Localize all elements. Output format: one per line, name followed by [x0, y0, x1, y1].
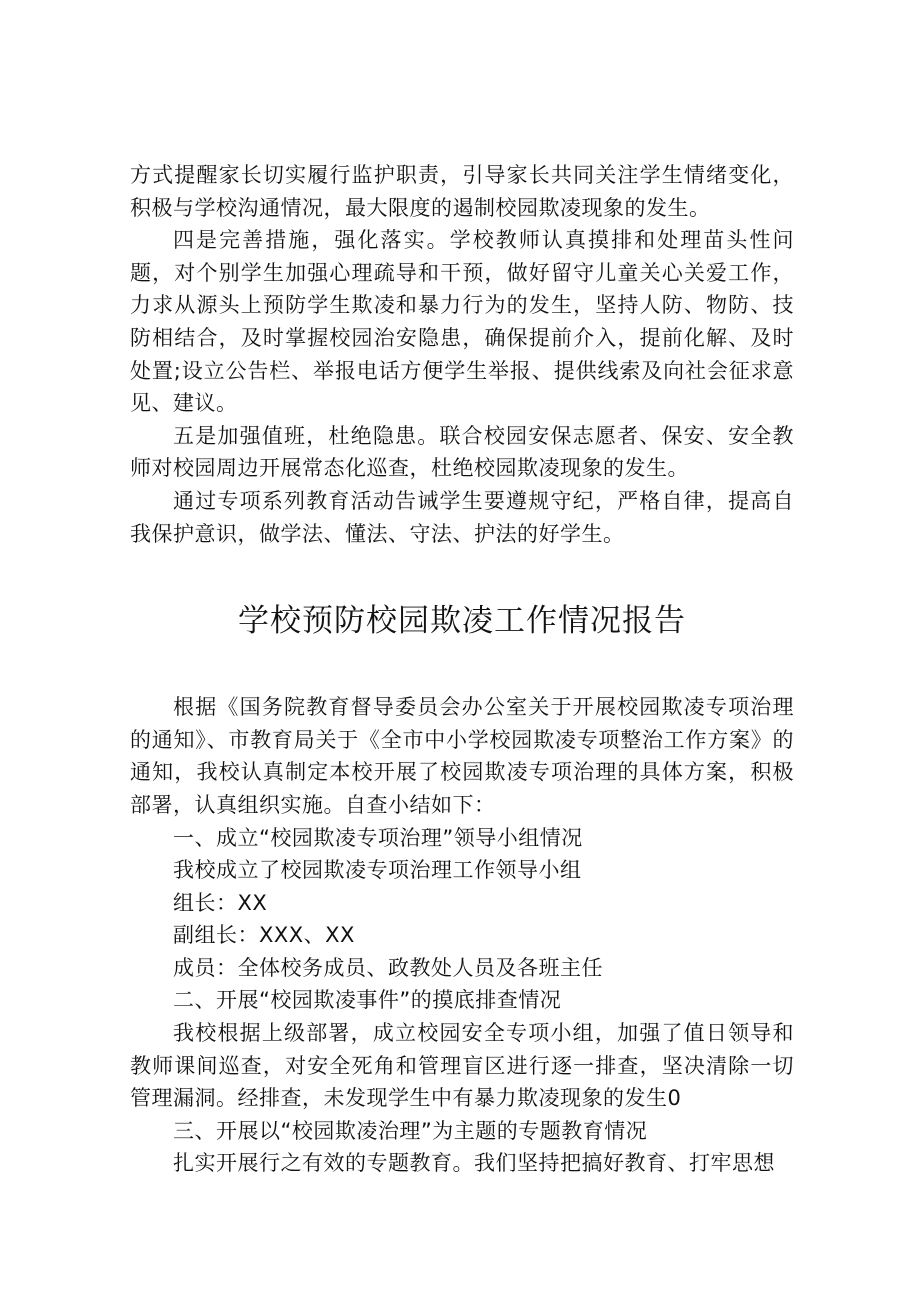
paragraph-measure-four: 四是完善措施，强化落实。学校教师认真摸排和处理苗头性问题，对个别学生加强心理疏导和干预，做好留守儿童关心关爱工作，力求从源头上预防学生欺凌和暴力行为的发生，坚持人防、物防、技防相结合，及时掌握校园治安隐患，确保提前介入，提前化解、及时处置;设立公告栏、举报电话方便学生举报、提供线索及向社会征求意见、建议。 — [130, 228, 794, 416]
report-title: 学校预防校园欺凌工作情况报告 — [238, 603, 686, 640]
paragraph-special-education: 扎实开展行之有效的专题教育。我们坚持把搞好教育、打牢思想 — [173, 1151, 775, 1176]
paragraph-introduction: 根据《国务院教育督导委员会办公室关于开展校园欺凌专项治理的通知》、市教育局关于《全市中小学校园欺凌专项整治工作方案》的通知，我校认真制定本校开展了校园欺凌专项治理的具体方案，积极部署，认真组织实施。自查小结如下： — [130, 695, 794, 817]
paragraph-parent-supervision: 方式提醒家长切实履行监护职责，引导家长共同关注学生情绪变化，积极与学校沟通情况，最大限度的遏制校园欺凌现象的发生。 — [130, 163, 794, 220]
paragraph-measure-five: 五是加强值班，杜绝隐患。联合校园安保志愿者、保安、安全教师对校园周边开展常态化巡查，杜绝校园欺凌现象的发生。 — [130, 423, 794, 481]
title-spacing — [130, 645, 794, 691]
deputy-leader-line: 副组长：XXX、XX — [173, 923, 355, 948]
group-leader-line: 组长：XX — [173, 890, 268, 915]
document-page — [130, 159, 794, 1180]
paragraph-investigation: 我校根据上级部署，成立校园安全专项小组，加强了值日领导和教师课间巡查，对安全死角和管理盲区进行逐一排查，坚决清除一切管理漏洞。经排查，未发现学生中有暴力欺凌现象的发生0 — [130, 1021, 794, 1111]
section-heading-special-education: 三、开展以“校园欺凌治理”为主题的专题教育情况 — [173, 1118, 648, 1143]
section-heading-leadership-group: 一、成立“校园欺凌专项治理”领导小组情况 — [173, 825, 583, 850]
section-heading-investigation: 二、开展“校园欺凌事件”的摸底排查情况 — [173, 988, 562, 1013]
members-line: 成员：全体校务成员、政教处人员及各班主任 — [173, 955, 603, 980]
paragraph-leadership-group: 我校成立了校园欺凌专项治理工作领导小组 — [173, 858, 582, 883]
paragraph-education-summary: 通过专项系列教育活动告诫学生要遵规守纪，严格自律，提高自我保护意识，做学法、懂法、守法、护法的好学生。 — [130, 488, 794, 546]
